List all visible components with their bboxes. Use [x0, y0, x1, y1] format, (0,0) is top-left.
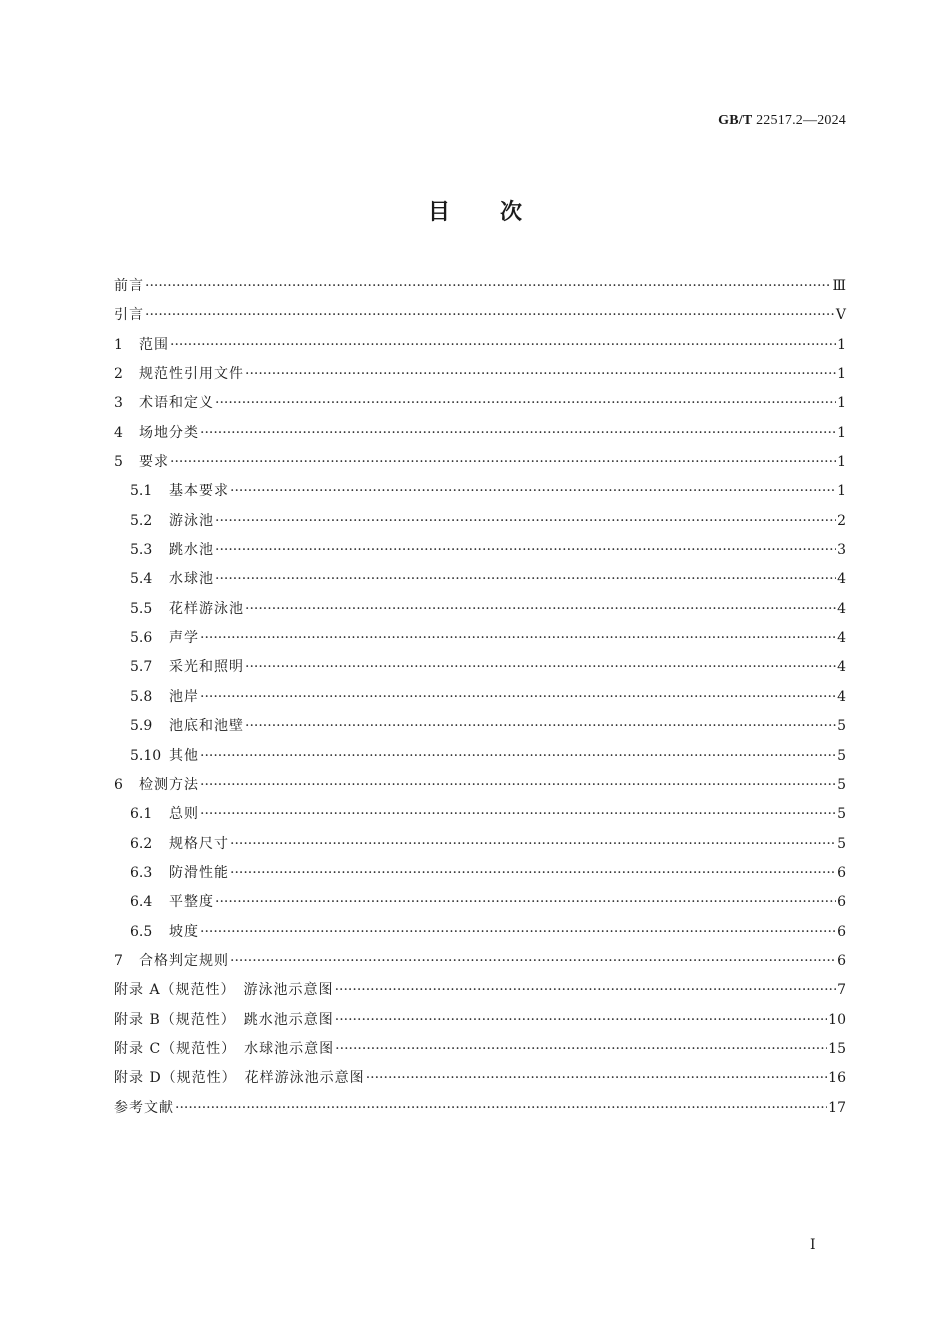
toc-entry-page: 16 — [828, 1070, 846, 1087]
toc-dot-leader — [245, 712, 836, 741]
toc-entry-page: 1 — [837, 366, 846, 383]
toc-entry-page: 7 — [837, 982, 846, 999]
toc-dot-leader — [230, 859, 836, 888]
toc-entry-label: 参考文献 — [114, 1099, 174, 1116]
toc-entry-page: 6 — [837, 894, 846, 911]
toc-dot-leader — [230, 947, 836, 976]
standard-code — [718, 113, 846, 129]
standard-prefix: GB/T — [718, 113, 753, 128]
toc-entry-number: 6.1 — [130, 806, 153, 823]
toc-dot-leader — [215, 565, 836, 594]
toc-entry-number: 5.6 — [130, 630, 153, 647]
standard-number: 22517.2—2024 — [752, 113, 846, 128]
toc-entry[interactable] — [114, 1006, 846, 1035]
toc-dot-leader — [145, 301, 835, 330]
toc-entry-label: 水球池 — [169, 571, 214, 588]
toc-entry[interactable] — [114, 536, 846, 565]
toc-entry[interactable] — [114, 947, 846, 976]
toc-dot-leader — [230, 830, 836, 859]
toc-entry-page: 1 — [837, 424, 846, 441]
toc-entry[interactable] — [114, 976, 846, 1005]
toc-entry-label: 术语和定义 — [139, 395, 214, 412]
toc-entry-label: 其他 — [169, 747, 199, 764]
toc-dot-leader — [170, 448, 836, 477]
toc-entry-number: 5.3 — [130, 542, 153, 559]
toc-entry-label: 游泳池 — [169, 512, 214, 529]
toc-dot-leader — [200, 419, 836, 448]
toc-entry-label: 规格尺寸 — [169, 835, 229, 852]
toc-entry-label: 池底和池壁 — [169, 718, 244, 735]
toc-entry-number: 7 — [114, 952, 123, 969]
toc-entry-label: 总则 — [169, 806, 199, 823]
toc-entry-number: 5.10 — [130, 747, 162, 764]
toc-entry[interactable] — [114, 1035, 846, 1064]
toc-entry-page: 1 — [837, 454, 846, 471]
toc-entry[interactable] — [114, 1064, 846, 1093]
toc-entry[interactable] — [114, 888, 846, 917]
toc-dot-leader — [245, 595, 836, 624]
toc-entry-page: 6 — [837, 923, 846, 940]
toc-entry-label: 规范性引用文件 — [139, 366, 244, 383]
toc-dot-leader — [215, 507, 836, 536]
toc-entry-page: 4 — [837, 630, 846, 647]
toc-dot-leader — [175, 1094, 827, 1123]
toc-entry[interactable] — [114, 712, 846, 741]
toc-entry-label: 附录 C（规范性） 水球池示意图 — [114, 1040, 335, 1057]
toc-entry-number: 5.9 — [130, 718, 153, 735]
toc-entry-page: 15 — [828, 1040, 846, 1057]
toc-dot-leader — [200, 742, 836, 771]
toc-entry-number: 6.5 — [130, 923, 153, 940]
toc-entry-number: 5.8 — [130, 688, 153, 705]
toc-entry[interactable] — [114, 595, 846, 624]
toc-entry-label: 跳水池 — [169, 542, 214, 559]
toc-entry-label: 平整度 — [169, 894, 214, 911]
toc-entry-number: 5.4 — [130, 571, 153, 588]
toc-entry-page: Ⅴ — [835, 307, 846, 324]
toc-entry-label: 场地分类 — [139, 424, 199, 441]
toc-entry[interactable] — [114, 272, 846, 301]
toc-entry-number: 5.1 — [130, 483, 153, 500]
toc-dot-leader — [215, 888, 836, 917]
toc-entry-page: 6 — [837, 864, 846, 881]
toc-entry[interactable] — [114, 624, 846, 653]
toc-entry-page: Ⅲ — [832, 278, 846, 294]
toc-entry-number: 6.4 — [130, 894, 153, 911]
toc-entry[interactable] — [114, 918, 846, 947]
toc-entry-number: 3 — [114, 395, 123, 412]
toc-entry-number: 1 — [114, 336, 123, 353]
toc-entry-number: 5.7 — [130, 659, 153, 676]
toc-entry-label: 声学 — [169, 630, 199, 647]
toc-dot-leader — [200, 800, 836, 829]
toc-entry-page: 10 — [828, 1011, 846, 1028]
toc-entry-page: 4 — [837, 571, 846, 588]
toc-dot-leader — [145, 272, 831, 301]
table-of-contents — [114, 272, 846, 1123]
toc-entry-number: 5 — [114, 454, 123, 471]
toc-entry-page: 1 — [837, 336, 846, 353]
toc-entry[interactable] — [114, 301, 846, 330]
toc-entry-label: 附录 D（规范性） 花样游泳池示意图 — [114, 1070, 365, 1087]
toc-entry[interactable] — [114, 360, 846, 389]
toc-entry[interactable] — [114, 800, 846, 829]
toc-entry-page: 6 — [837, 952, 846, 969]
toc-entry[interactable] — [114, 653, 846, 682]
toc-entry[interactable] — [114, 830, 846, 859]
toc-entry-label: 要求 — [139, 454, 169, 471]
toc-entry-page: 5 — [837, 806, 846, 823]
toc-entry-label: 池岸 — [169, 688, 199, 705]
toc-dot-leader — [215, 389, 836, 418]
toc-entry-number: 6.3 — [130, 864, 153, 881]
toc-dot-leader — [200, 918, 836, 947]
toc-entry-label: 防滑性能 — [169, 864, 229, 881]
toc-entry-page: 4 — [837, 659, 846, 676]
toc-dot-leader — [245, 360, 836, 389]
toc-entry-label: 前言 — [114, 278, 144, 294]
toc-entry[interactable] — [114, 419, 846, 448]
page-title: 目次 — [427, 200, 572, 225]
toc-entry-page: 5 — [837, 747, 846, 764]
toc-dot-leader — [335, 1006, 827, 1035]
toc-entry-label: 采光和照明 — [169, 659, 244, 676]
toc-entry-label: 附录 A（规范性） 游泳池示意图 — [114, 982, 334, 999]
toc-entry-label: 合格判定规则 — [139, 952, 229, 969]
toc-dot-leader — [200, 624, 836, 653]
toc-dot-leader — [200, 771, 836, 800]
toc-entry-page: 4 — [837, 688, 846, 705]
toc-entry[interactable] — [114, 507, 846, 536]
toc-entry[interactable] — [114, 477, 846, 506]
toc-entry-label: 检测方法 — [139, 776, 199, 793]
toc-entry-page: 1 — [837, 483, 846, 500]
toc-entry-label: 引言 — [114, 307, 144, 324]
toc-dot-leader — [215, 536, 836, 565]
toc-entry-number: 6.2 — [130, 835, 153, 852]
toc-entry-label: 花样游泳池 — [169, 600, 244, 617]
toc-dot-leader — [230, 477, 836, 506]
toc-dot-leader — [366, 1064, 827, 1093]
toc-entry-page: 4 — [837, 600, 846, 617]
toc-entry[interactable] — [114, 771, 846, 800]
toc-dot-leader — [335, 1035, 827, 1064]
toc-dot-leader — [200, 683, 836, 712]
toc-entry-number: 6 — [114, 776, 123, 793]
toc-entry-number: 5.5 — [130, 600, 153, 617]
toc-entry-number: 5.2 — [130, 512, 153, 529]
toc-entry-page: 1 — [837, 395, 846, 412]
toc-entry[interactable] — [114, 859, 846, 888]
toc-dot-leader — [335, 976, 837, 1005]
toc-entry-number: 4 — [114, 424, 123, 441]
toc-entry-label: 基本要求 — [169, 483, 229, 500]
toc-entry[interactable] — [114, 565, 846, 594]
toc-entry[interactable] — [114, 1094, 846, 1123]
toc-entry[interactable] — [114, 331, 846, 360]
toc-entry[interactable] — [114, 742, 846, 771]
toc-dot-leader — [170, 331, 836, 360]
toc-entry-page: 5 — [837, 718, 846, 735]
toc-entry-label: 范围 — [139, 336, 169, 353]
toc-entry[interactable] — [114, 389, 846, 418]
toc-entry[interactable] — [114, 448, 846, 477]
toc-entry-page: 5 — [837, 776, 846, 793]
toc-entry-page: 17 — [828, 1099, 846, 1116]
toc-dot-leader — [245, 653, 836, 682]
toc-entry-page: 5 — [837, 835, 846, 852]
toc-entry-page: 3 — [837, 542, 846, 559]
toc-entry-label: 附录 B（规范性） 跳水池示意图 — [114, 1011, 334, 1028]
toc-entry-page: 2 — [837, 512, 846, 529]
page-number: Ⅰ — [810, 1237, 816, 1253]
toc-entry[interactable] — [114, 683, 846, 712]
toc-entry-label: 坡度 — [169, 923, 199, 940]
toc-entry-number: 2 — [114, 366, 123, 383]
